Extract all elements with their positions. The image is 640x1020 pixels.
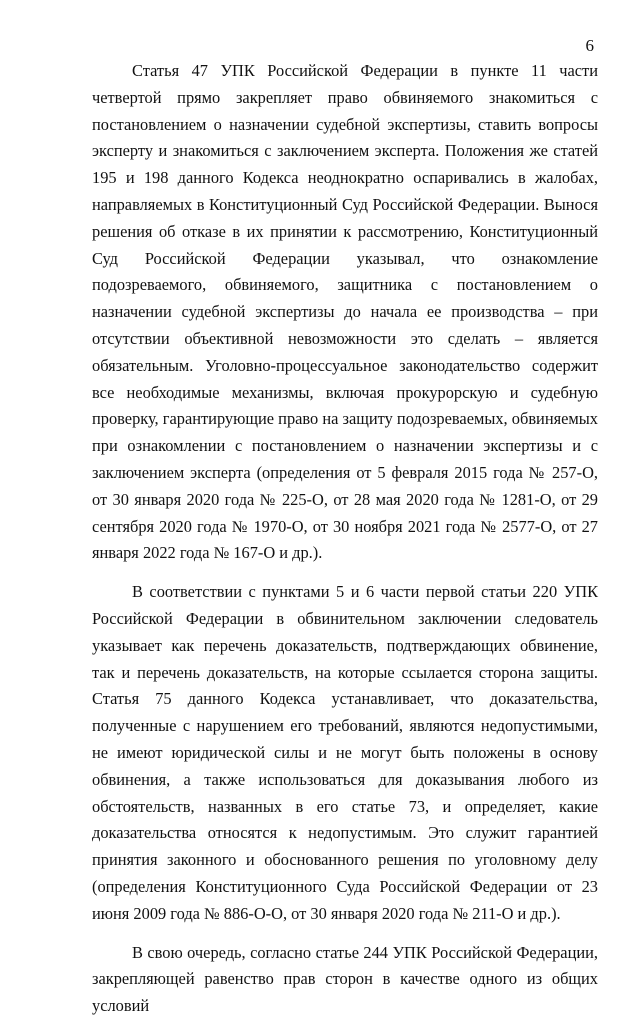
paragraph-article-220: В соответствии с пунктами 5 и 6 части первой статьи 220 УПК Российской Федерации в обвинительном заключении следователь указывает как перечень доказательств, подтверждающих обвинение, так и перечень доказательств, на которые ссылается сторона защиты. Статья 75 данного Кодекса устанавливает, что доказательства, полученные с нарушением его требований, являются недопустимыми, не имеют юридической силы и не могут быть положены в основу обвинения, а также использоваться для доказывания любого из обстоятельств, названных в его статье 73, и определяет, какие доказательства относятся к недопустимым. Это служит гарантией принятия законного и обоснованного решения по уголовному делу (определения Конституционного Суда Российской Федерации от 23 июня 2009 года № 886-О-О, от 30 января 2020 года № 211-О и др.). <box>92 582 598 923</box>
paragraph-article-47: Статья 47 УПК Российской Федерации в пункте 11 части четвертой прямо закрепляет право обвиняемого знакомиться с постановлением о назначении судебной экспертизы, ставить вопросы эксперту и знакомиться с заключением эксперта. Положения же статей 195 и 198 данного Кодекса неоднократно оспаривались в жалобах, направляемых в Конституционный Суд Российской Федерации. Вынося решения об отказе в их принятии к рассмотрению, Конституционный Суд Российской Федерации указывал, что ознакомление подозреваемого, обвиняемого, защитника с постановлением о назначении судебной экспертизы до начала ее производства – при отсутствии объективной невозможности это сделать – является обязательным. Уголовно-процессуальное законодательство содержит все необходимые механизмы, включая прокурорскую и судебную проверку, гарантирующие право на защиту подозреваемых, обвиняемых при ознакомлении с постановлением о назначении экспертизы и с заключением эксперта (определения от 5 февраля 2015 года № 257-О, от 30 января 2020 года № 225-О, от 28 мая 2020 года № 1281-О, от 29 сентября 2020 года № 1970-О, от 30 ноября 2021 года № 2577-О, от 27 января 2022 года № 167-О и др.). <box>92 61 598 563</box>
document-body <box>92 58 598 1020</box>
page-number: 6 <box>585 36 594 55</box>
paragraph-article-244: В свою очередь, согласно статье 244 УПК Российской Федерации, закрепляющей равенство прав сторон в качестве одного из общих условий <box>92 942 598 1016</box>
